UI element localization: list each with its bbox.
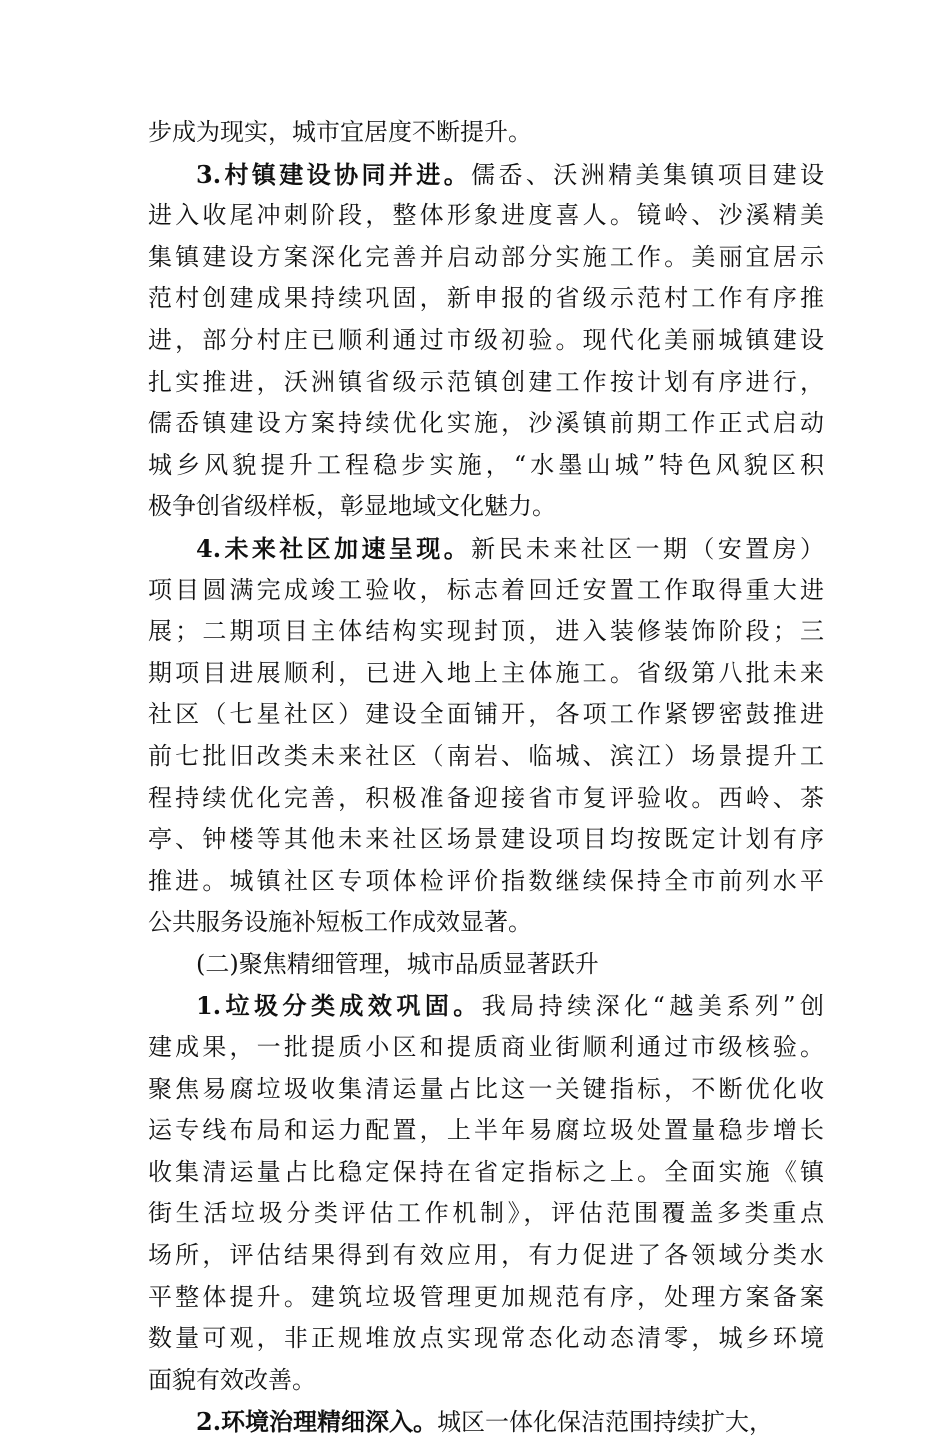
paragraph-line: [148, 570, 824, 612]
paragraph-line: [148, 1277, 824, 1319]
paragraph-line: [148, 778, 824, 820]
paragraph-line: [148, 653, 824, 695]
line-text: 推进。城镇社区专项体检评价指数继续保持全市前列水平: [148, 866, 824, 895]
line-text: 期项目进展顺利，已进入地上主体施工。省级第八批未来: [148, 658, 824, 687]
section-lead-line: [148, 154, 824, 196]
line-text: 步成为现实，城市宜居度不断提升。: [148, 118, 532, 146]
line-text: 数量可观，非正规堆放点实现常态化动态清零，城乡环境: [148, 1324, 824, 1353]
section-lead-line: [148, 528, 824, 570]
line-text: 扎实推进，沃洲镇省级示范镇创建工作按计划有序进行，: [148, 367, 824, 396]
line-text: 聚焦易腐垃圾收集清运量占比这一关键指标，不断优化收: [148, 1074, 824, 1103]
paragraph-line: [148, 486, 824, 528]
line-text: 儒岙镇建设方案持续优化实施，沙溪镇前期工作正式启动: [148, 409, 824, 438]
line-text: 进入收尾冲刺阶段，整体形象进度喜人。镜岭、沙溪精美: [148, 201, 824, 230]
line-text: 程持续优化完善，积极准备迎接省市复评验收。西岭、茶: [148, 783, 824, 812]
paragraph-line: [148, 1027, 824, 1069]
paragraph-line: [148, 819, 824, 861]
paragraph-line: [148, 112, 824, 154]
paragraph-line: [148, 1235, 824, 1277]
line-text: 平整体提升。建筑垃圾管理更加规范有序，处理方案备案: [148, 1282, 824, 1311]
line-text: 社区（七星社区）建设全面铺开，各项工作紧锣密鼓推进: [148, 700, 824, 729]
paragraph-line: [148, 1360, 824, 1402]
line-text: 城乡风貌提升工程稳步实施，“水墨山城”特色风貌区积: [148, 450, 824, 479]
line-text: 亭、钟楼等其他未来社区场景建设项目均按既定计划有序: [148, 825, 824, 854]
line-text: 城区一体化保洁范围持续扩大，: [437, 1408, 774, 1437]
paragraph-line: [148, 195, 824, 237]
paragraph-line: [148, 861, 824, 903]
line-text: 极争创省级样板，彰显地域文化魅力。: [148, 492, 556, 521]
line-text: 场所，评估结果得到有效应用，有力促进了各领域分类水: [148, 1241, 824, 1270]
paragraph-line: [148, 362, 824, 404]
paragraph-line: [148, 403, 824, 445]
section-heading-environment: 2.环境治理精细深入。: [196, 1407, 438, 1437]
line-text: 建成果，一批提质小区和提质商业街顺利通过市级核验。: [148, 1033, 824, 1062]
line-text: 公共服务设施补短板工作成效显著。: [148, 908, 532, 937]
paragraph-line: [148, 611, 824, 653]
line-text: 我局持续深化“越美系列”创: [481, 992, 824, 1021]
line-text: 前七批旧改类未来社区（南岩、临城、滨江）场景提升工: [148, 741, 824, 770]
paragraph-line: [148, 694, 824, 736]
section-heading-future-community: 4.未来社区加速呈现。: [196, 533, 472, 563]
paragraph-line: [148, 1069, 824, 1111]
subsection-heading-text: (二)聚焦精细管理，城市品质显著跃升: [196, 949, 599, 978]
line-text: 运专线布局和运力配置，上半年易腐垃圾处置量稳步增长: [148, 1116, 824, 1145]
section-heading-waste-sorting: 1.垃圾分类成效巩固。: [196, 991, 482, 1021]
paragraph-line: [148, 445, 824, 487]
paragraph-line: [148, 1152, 824, 1194]
paragraph-line: [148, 278, 824, 320]
line-text: 集镇建设方案深化完善并启动部分实施工作。美丽宜居示: [148, 242, 824, 271]
document-page: [148, 112, 824, 1443]
line-text: 街生活垃圾分类评估工作机制》，评估范围覆盖多类重点: [148, 1199, 824, 1228]
line-text: 儒岙、沃洲精美集镇项目建设: [471, 160, 824, 189]
paragraph-line: [148, 902, 824, 944]
paragraph-line: [148, 1110, 824, 1152]
line-text: 进，部分村庄已顺利通过市级初验。现代化美丽城镇建设: [148, 325, 824, 354]
line-text: 面貌有效改善。: [148, 1365, 316, 1394]
paragraph-line: [148, 237, 824, 279]
subsection-heading: [148, 944, 824, 986]
line-text: 展；二期项目主体结构实现封顶，进入装修装饰阶段；三: [148, 617, 824, 646]
paragraph-line: [148, 1318, 824, 1360]
line-text: 项目圆满完成竣工验收，标志着回迁安置工作取得重大进: [148, 575, 824, 604]
paragraph-line: [148, 320, 824, 362]
paragraph-line: [148, 1193, 824, 1235]
section-heading-village-town: 3.村镇建设协同并进。: [196, 159, 472, 189]
line-text: 新民未来社区一期（安置房）: [471, 534, 824, 563]
line-text: 收集清运量占比稳定保持在省定指标之上。全面实施《镇: [148, 1157, 824, 1186]
section-lead-line: [148, 985, 824, 1027]
line-text: 范村创建成果持续巩固，新申报的省级示范村工作有序推: [148, 284, 824, 313]
section-lead-line: [148, 1401, 824, 1443]
paragraph-line: [148, 736, 824, 778]
